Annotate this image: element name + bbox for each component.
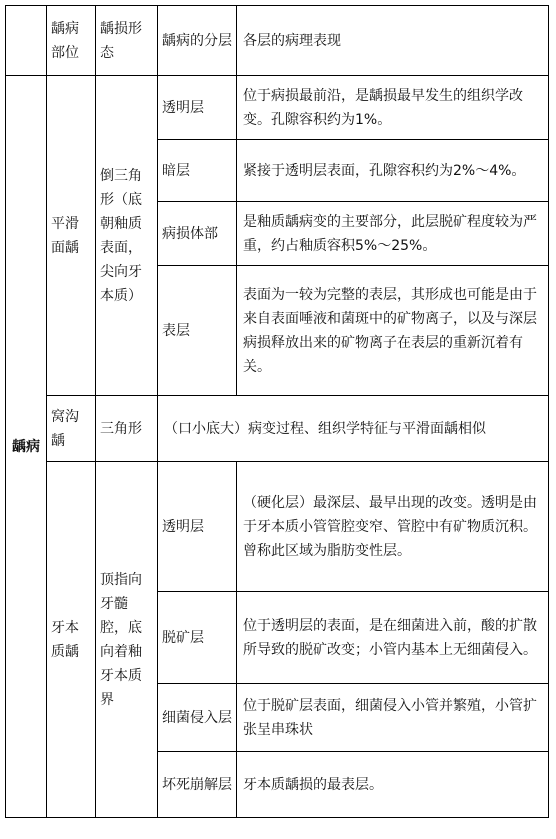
pit-desc-cell: （口小底大）病变过程、组织学特征与平滑面龋相似	[158, 396, 549, 462]
header-shape: 龋损形态	[96, 6, 158, 76]
layer-desc: 表面为一较为完整的表层，其形成也可能是由于来自表面唾液和菌斑中的矿物离子，以及与深层病损释放出来的矿物离子在表层的重新沉着有关。	[237, 266, 549, 396]
caries-pathology-table	[5, 5, 549, 818]
layer-desc: 是釉质龋病变的主要部分，此层脱矿程度较为严重，约占釉质容积5%～25%。	[237, 202, 549, 266]
smooth-shape-cell: 倒三角形（底朝釉质表面，尖向牙本质）	[96, 76, 158, 396]
pit-site-cell: 窝沟龋	[47, 396, 96, 462]
smooth-site-cell: 平滑面龋	[47, 76, 96, 396]
layer-desc: 位于透明层的表面，是在细菌进入前，酸的扩散所导致的脱矿改变；小管内基本上无细菌侵入。	[237, 592, 549, 684]
layer-name: 坏死崩解层	[158, 752, 237, 818]
header-layer: 龋病的分层	[158, 6, 237, 76]
table-row	[6, 462, 549, 592]
header-corner-cell	[6, 6, 47, 76]
dentin-site-cell: 牙本质龋	[47, 462, 96, 818]
table-row	[6, 76, 549, 140]
layer-desc: 紧接于透明层表面，孔隙容积约为2%～4%。	[237, 140, 549, 202]
layer-name: 表层	[158, 266, 237, 396]
header-site: 龋病部位	[47, 6, 96, 76]
header-pathology: 各层的病理表现	[237, 6, 549, 76]
pit-shape-cell: 三角形	[96, 396, 158, 462]
table-row	[6, 396, 549, 462]
disease-cell: 龋病	[6, 76, 47, 818]
layer-name: 病损体部	[158, 202, 237, 266]
header-row	[6, 6, 549, 76]
layer-desc: 牙本质龋损的最表层。	[237, 752, 549, 818]
layer-desc: （硬化层）最深层、最早出现的改变。透明是由于牙本质小管管腔变窄、管腔中有矿物质沉积。曾称此区域为脂肪变性层。	[237, 462, 549, 592]
layer-desc: 位于脱矿层表面，细菌侵入小管并繁殖，小管扩张呈串珠状	[237, 684, 549, 752]
dentin-shape-cell: 顶指向牙髓腔，底向着釉牙本质界	[96, 462, 158, 818]
layer-name: 细菌侵入层	[158, 684, 237, 752]
layer-name: 透明层	[158, 462, 237, 592]
layer-name: 透明层	[158, 76, 237, 140]
layer-desc: 位于病损最前沿，是龋损最早发生的组织学改变。孔隙容积约为1%。	[237, 76, 549, 140]
layer-name: 脱矿层	[158, 592, 237, 684]
layer-name: 暗层	[158, 140, 237, 202]
